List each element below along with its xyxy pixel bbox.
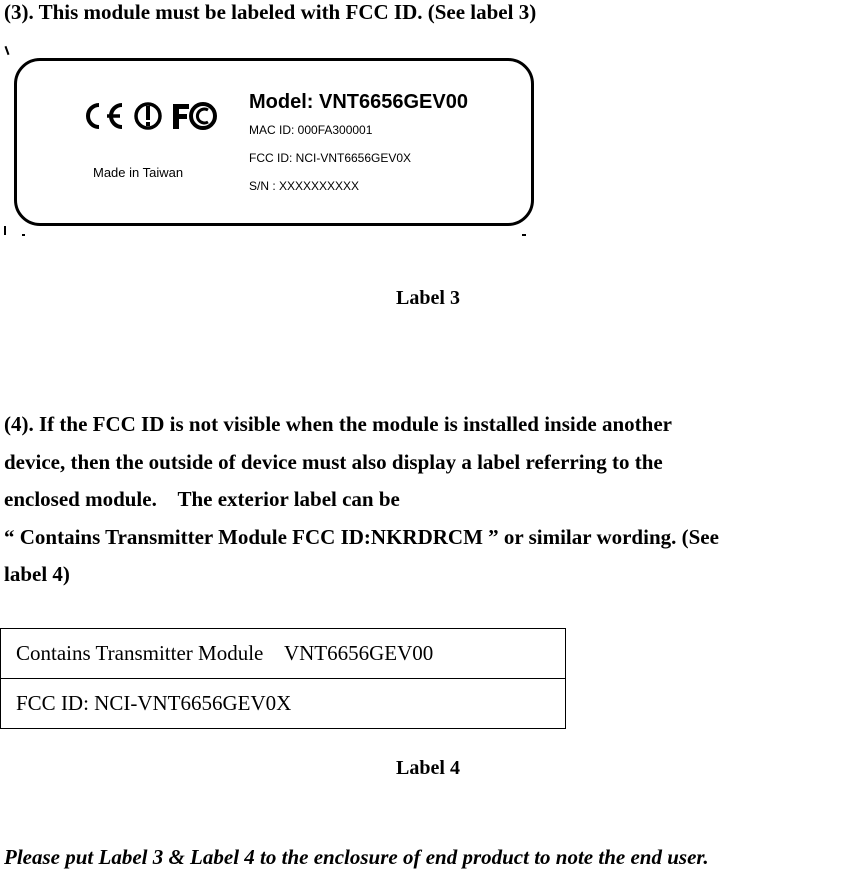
label-3-caption: Label 3 bbox=[396, 287, 460, 309]
alert-mark-icon bbox=[133, 101, 163, 131]
scan-artifact bbox=[522, 234, 526, 236]
table-row bbox=[1, 629, 566, 679]
section-3-heading: (3). This module must be labeled with FCC ID. (See label 3) bbox=[4, 0, 537, 24]
label-4-caption: Label 4 bbox=[396, 757, 460, 779]
scan-artifact bbox=[4, 226, 6, 235]
closing-note: Please put Label 3 & Label 4 to the enclosure of end product to note the end user. bbox=[4, 845, 709, 869]
label-3-image bbox=[4, 44, 538, 236]
fcc-id-text: FCC ID: NCI-VNT6656GEV0X bbox=[249, 151, 412, 165]
paragraph-line: “ Contains Transmitter Module FCC ID:NKRDRCM ” or similar wording. (See bbox=[4, 524, 719, 549]
certification-marks bbox=[77, 101, 219, 131]
paragraph-line: enclosed module. The exterior label can be bbox=[4, 487, 400, 511]
fcc-mark-icon bbox=[169, 101, 219, 131]
paragraph-line: label 4) bbox=[4, 562, 70, 586]
label-4-table bbox=[0, 628, 566, 729]
mac-id-text: MAC ID: 000FA300001 bbox=[249, 123, 373, 137]
made-in-text: Made in Taiwan bbox=[93, 165, 184, 180]
table-cell: Contains Transmitter Module VNT6656GEV00 bbox=[1, 629, 566, 679]
scan-artifact bbox=[5, 46, 10, 55]
model-text: Model: VNT6656GEV00 bbox=[249, 91, 468, 113]
section-4-paragraph bbox=[4, 406, 854, 594]
scan-artifact bbox=[22, 234, 25, 236]
table-cell: FCC ID: NCI-VNT6656GEV0X bbox=[1, 679, 566, 729]
paragraph-line: (4). If the FCC ID is not visible when the module is installed inside another bbox=[4, 412, 672, 436]
ce-mark-icon bbox=[77, 101, 127, 131]
paragraph-line: device, then the outside of device must also display a label referring to the bbox=[4, 449, 663, 474]
serial-number-text: S/N : XXXXXXXXXX bbox=[249, 179, 360, 193]
label-card bbox=[14, 58, 534, 226]
table-row bbox=[1, 679, 566, 729]
